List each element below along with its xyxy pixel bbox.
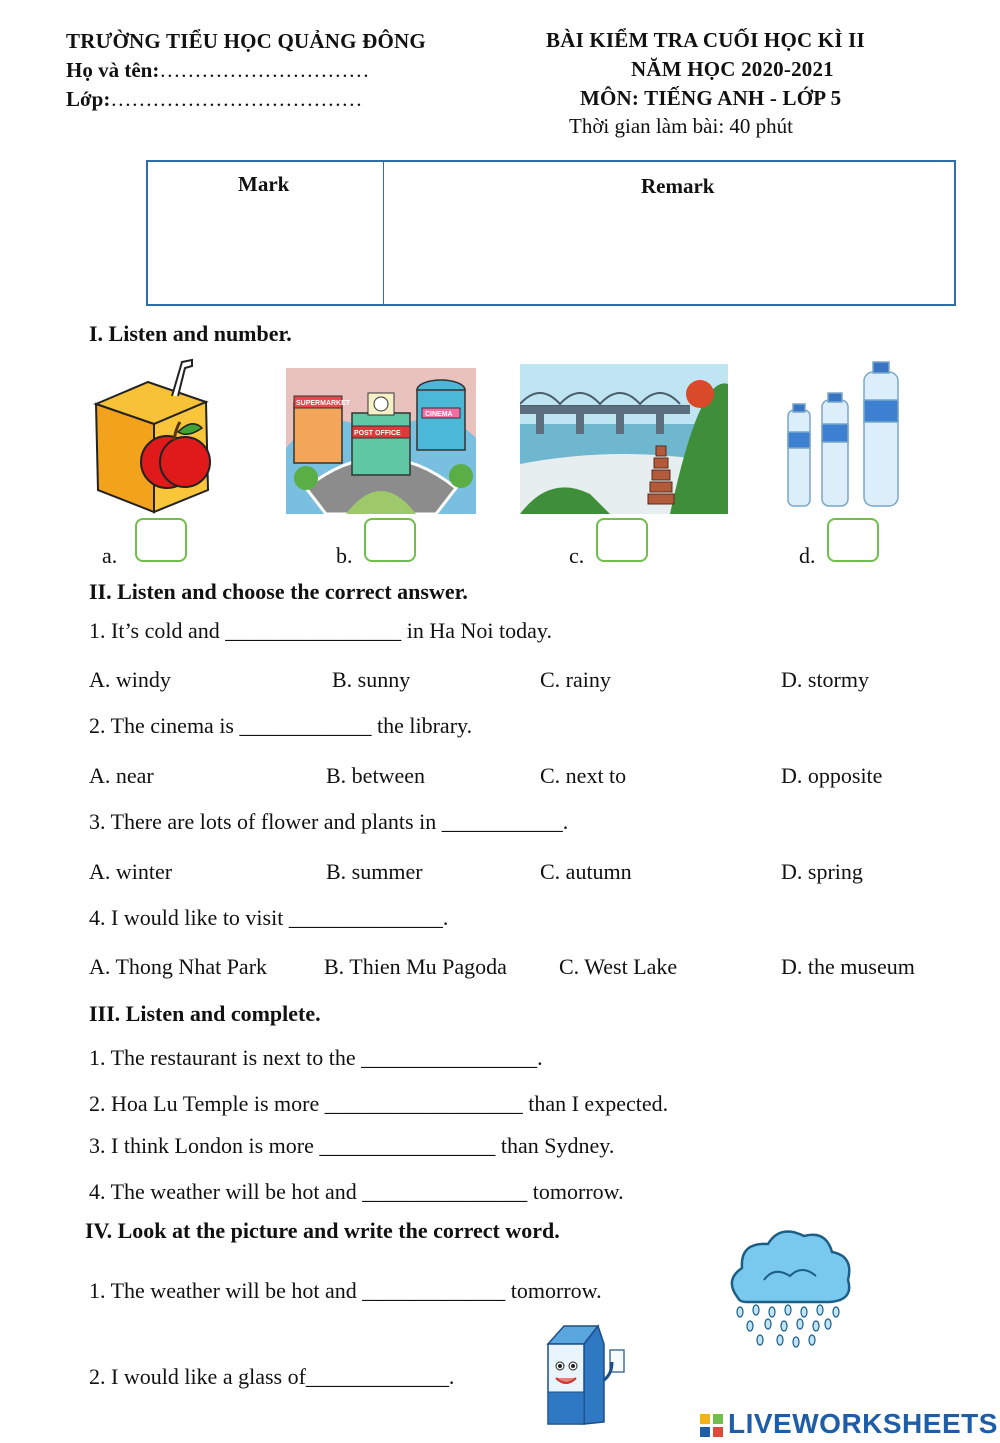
question-4: 4. I would like to visit ______________. [89,905,449,930]
class-line [66,87,362,112]
class-label: Lớp: [66,87,111,111]
town-buildings-image [286,368,476,514]
name-label: Họ và tên: [66,58,160,82]
subject: MÔN: TIẾNG ANH - LỚP 5 [580,86,842,110]
milk-carton-image [540,1322,632,1426]
brand-name: LIVEWORKSHEETS [728,1408,998,1439]
section-3-title: III. Listen and complete. [89,1001,321,1026]
q3-option-c[interactable]: C. autumn [540,859,632,884]
q4-option-d[interactable]: D. the museum [781,954,915,979]
post-office-sign: POST OFFICE [354,430,401,437]
answer-box-c[interactable] [596,518,648,562]
label-d: d. [799,543,816,568]
table-divider [383,162,384,304]
mark-header: Mark [238,172,290,196]
name-dots: ………………………… [159,58,370,82]
bridge-pagoda-image [520,364,728,514]
q3-option-b[interactable]: B. summer [326,859,423,884]
q4-option-c[interactable]: C. West Lake [559,954,678,979]
q3-option-d[interactable]: D. spring [781,859,863,884]
complete-item-1: 1. The restaurant is next to the ________________. [89,1045,543,1070]
q1-option-b[interactable]: B. sunny [332,667,411,692]
section-2-title: II. Listen and choose the correct answer. [89,579,468,604]
answer-box-a[interactable] [135,518,187,562]
label-c: c. [569,543,585,568]
question-2: 2. The cinema is ____________ the library. [89,713,473,738]
section-4-title: IV. Look at the picture and write the correct word. [85,1218,560,1243]
complete-item-4: 4. The weather will be hot and _______________ tomorrow. [89,1179,624,1204]
answer-box-d[interactable] [827,518,879,562]
remark-header: Remark [641,174,715,198]
answer-box-b[interactable] [364,518,416,562]
juice-box-image [88,352,238,516]
question-1: 1. It’s cold and ________________ in Ha Noi today. [89,618,552,643]
picture-item-2: 2. I would like a glass of_____________. [89,1364,455,1389]
q1-option-d[interactable]: D. stormy [781,667,869,692]
duration: Thời gian làm bài: 40 phút [569,114,793,138]
q4-option-b[interactable]: B. Thien Mu Pagoda [324,954,507,979]
school-name: TRƯỜNG TIỂU HỌC QUẢNG ĐÔNG [66,29,426,53]
q2-option-b[interactable]: B. between [326,763,425,788]
complete-item-3: 3. I think London is more ________________ than Sydney. [89,1133,615,1158]
q4-option-a[interactable]: A. Thong Nhat Park [89,954,268,979]
name-line [66,58,369,83]
q1-option-c[interactable]: C. rainy [540,667,611,692]
q1-option-a[interactable]: A. windy [89,667,171,692]
q2-option-c[interactable]: C. next to [540,763,627,788]
liveworksheets-logo-icon [700,1414,724,1438]
complete-item-2: 2. Hoa Lu Temple is more __________________ than I expected. [89,1091,669,1116]
cinema-sign: CINEMA [425,411,453,418]
exam-title: BÀI KIỂM TRA CUỐI HỌC KÌ II [546,28,865,52]
class-dots: ……………………………… [110,87,363,111]
picture-item-1: 1. The weather will be hot and _____________ tomorrow. [89,1278,602,1303]
q2-option-a[interactable]: A. near [89,763,154,788]
supermarket-sign: SUPERMARKET [296,400,351,407]
rain-cloud-image [724,1220,856,1352]
q3-option-a[interactable]: A. winter [89,859,173,884]
school-year: NĂM HỌC 2020-2021 [631,57,834,81]
score-table [146,160,956,306]
liveworksheets-logo [700,1408,998,1440]
section-1-title: I. Listen and number. [89,321,292,346]
q2-option-d[interactable]: D. opposite [781,763,883,788]
water-bottles-image [778,360,908,510]
label-a: a. [102,543,118,568]
question-3: 3. There are lots of flower and plants in ___________. [89,809,569,834]
label-b: b. [336,543,353,568]
